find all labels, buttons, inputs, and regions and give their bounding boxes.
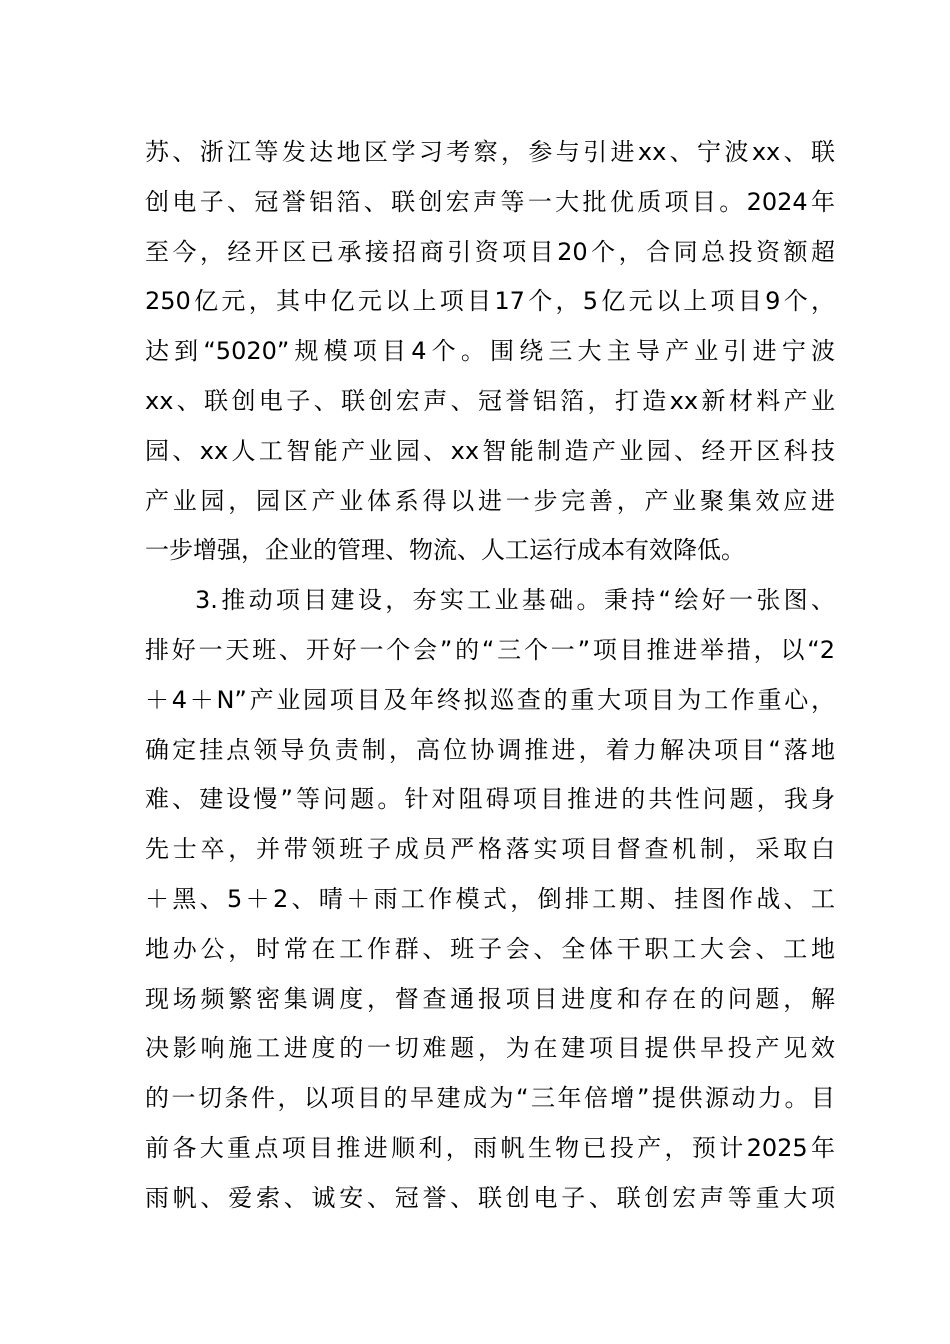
text-line-16: ＋黑、5＋2、晴＋雨工作模式，倒排工期、挂图作战、工 xyxy=(145,884,835,913)
text-line-21: 前各大重点项目推进顺利，雨帆生物已投产，预计2025年 xyxy=(145,1133,835,1162)
text-line-4: 250亿元，其中亿元以上项目17个，5亿元以上项目9个， xyxy=(145,287,835,316)
text-line-19: 决影响施工进度的一切难题，为在建项目提供早投产见效 xyxy=(145,1034,835,1063)
text-line-8: 产业园，园区产业体系得以进一步完善，产业聚集效应进 xyxy=(145,486,835,515)
text-line-15: 先士卒，并带领班子成员严格落实项目督查机制，采取白 xyxy=(145,835,835,864)
section-3-heading-line: 3.推动项目建设，夯实工业基础。秉持“绘好一张图、 xyxy=(195,586,835,615)
body-text xyxy=(145,128,835,1224)
text-line-2: 创电子、冠誉铝箔、联创宏声等一大批优质项目。2024年 xyxy=(145,187,835,216)
text-line-13: 确定挂点领导负责制，高位协调推进，着力解决项目“落地 xyxy=(145,735,835,764)
text-line-11: 排好一天班、开好一个会”的“三个一”项目推进举措，以“2 xyxy=(145,635,835,664)
text-line-1: 苏、浙江等发达地区学习考察，参与引进xx、宁波xx、联 xyxy=(145,138,835,166)
text-line-12: ＋4＋N”产业园项目及年终拟巡查的重大项目为工作重心， xyxy=(145,685,835,714)
text-line-20: 的一切条件，以项目的早建成为“三年倍增”提供源动力。目 xyxy=(145,1084,835,1113)
text-line-17: 地办公，时常在工作群、班子会、全体干职工大会、工地 xyxy=(145,934,835,963)
text-line-18: 现场频繁密集调度，督查通报项目进度和存在的问题，解 xyxy=(145,984,835,1013)
text-line-14: 难、建设慢”等问题。针对阻碍项目推进的共性问题，我身 xyxy=(145,785,835,814)
text-line-7: 园、xx人工智能产业园、xx智能制造产业园、经开区科技 xyxy=(145,436,835,465)
text-line-6: xx、联创电子、联创宏声、冠誉铝箔，打造xx新材料产业 xyxy=(145,386,835,415)
text-line-3: 至今，经开区已承接招商引资项目20个，合同总投资额超 xyxy=(145,237,835,266)
text-line-9: 一步增强，企业的管理、物流、人工运行成本有效降低。 xyxy=(145,536,745,565)
text-line-5: 达到“5020”规模项目4个。围绕三大主导产业引进宁波 xyxy=(145,337,835,366)
text-line-22: 雨帆、爱索、诚安、冠誉、联创电子、联创宏声等重大项 xyxy=(145,1183,835,1212)
